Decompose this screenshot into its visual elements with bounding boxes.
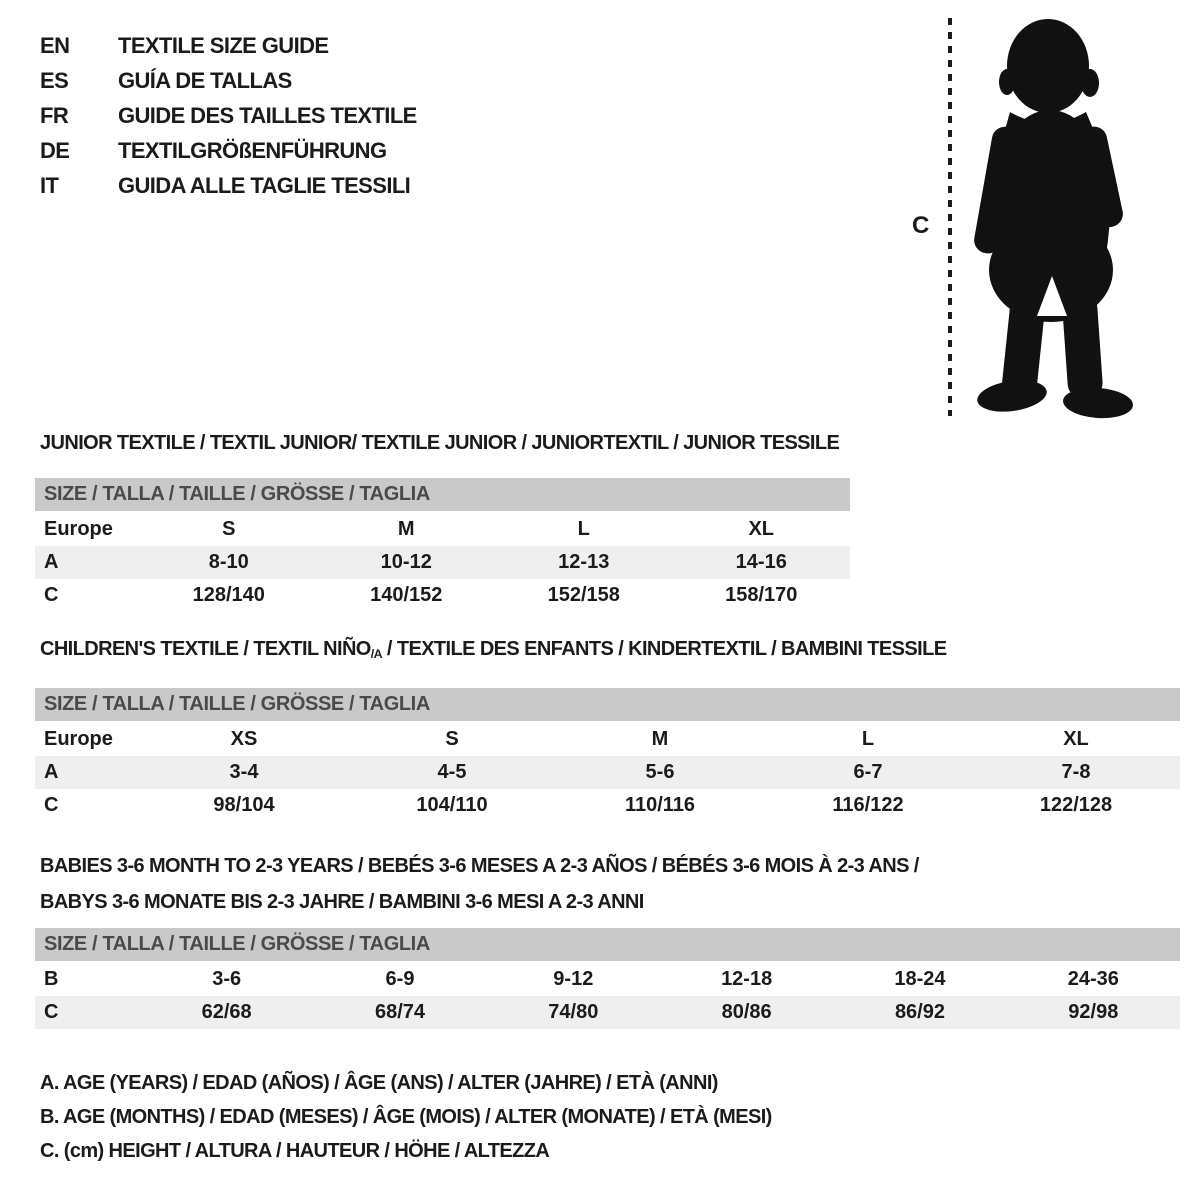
language-label: GUIDE DES TAILLES TEXTILE <box>118 103 417 128</box>
row-label: C <box>44 794 59 816</box>
table-cell: 9-12 <box>553 968 594 990</box>
legend-line-age-months: B. AGE (MONTHS) / EDAD (MESES) / ÂGE (MOIS) / ALTER (MONATE) / ETÀ (MESI) <box>40 1106 772 1128</box>
table-cell: 3-4 <box>229 761 259 783</box>
junior-section-title: JUNIOR TEXTILE / TEXTIL JUNIOR/ TEXTILE JUNIOR / JUNIORTEXTIL / JUNIOR TESSILE <box>40 432 840 454</box>
table-cell: 7-8 <box>1061 761 1091 783</box>
table-cell: 5-6 <box>645 761 675 783</box>
table-cell: XL <box>1063 728 1089 750</box>
table-cell: 8-10 <box>208 551 249 573</box>
table-cell: S <box>445 728 459 750</box>
language-row-it <box>40 168 417 203</box>
table-cell: 3-6 <box>212 968 242 990</box>
table-cell: M <box>651 728 669 750</box>
table-cell: L <box>861 728 875 750</box>
table-cell: 6-7 <box>853 761 883 783</box>
table-cell: 122/128 <box>1039 794 1113 816</box>
children-title-suffix: / TEXTILE DES ENFANTS / KINDERTEXTIL / BAMBINI TESSILE <box>381 638 947 660</box>
table-cell: 92/98 <box>1068 1001 1119 1023</box>
table-cell: 110/116 <box>624 794 696 816</box>
table-row-age-years <box>35 546 850 579</box>
language-code: EN <box>40 33 70 58</box>
language-row-de <box>40 133 417 168</box>
height-measure-dashed-line <box>948 18 952 416</box>
babies-title-line2: BABYS 3-6 MONATE BIS 2-3 JAHRE / BAMBINI 3-6 MESI A 2-3 ANNI <box>40 891 644 913</box>
table-cell: 104/110 <box>416 794 488 816</box>
table-cell: 98/104 <box>213 794 275 816</box>
babies-section-title <box>40 848 919 920</box>
table-cell: 74/80 <box>548 1001 599 1023</box>
children-size-table <box>35 688 1180 822</box>
toddler-silhouette-image <box>958 14 1143 420</box>
table-row-height <box>35 579 850 612</box>
table-row-height <box>35 996 1180 1029</box>
table-cell: 140/152 <box>370 584 443 606</box>
table-cell: 158/170 <box>725 584 798 606</box>
row-label: C <box>44 1001 59 1023</box>
table-row-age-years <box>35 756 1180 789</box>
babies-title-line1: BABIES 3-6 MONTH TO 2-3 YEARS / BEBÉS 3-6 MESES A 2-3 AÑOS / BÉBÉS 3-6 MOIS À 2-3 ANS / <box>40 855 919 877</box>
size-table-header: SIZE / TALLA / TAILLE / GRÖSSE / TAGLIA <box>35 478 850 511</box>
table-cell: 12-18 <box>721 968 773 990</box>
table-cell: XL <box>748 518 775 540</box>
language-code: DE <box>40 138 70 163</box>
language-label: TEXTILE SIZE GUIDE <box>118 33 329 58</box>
language-code: FR <box>40 103 69 128</box>
row-label: C <box>44 584 59 606</box>
legend-line-height: C. (cm) HEIGHT / ALTURA / HAUTEUR / HÖHE / ALTEZZA <box>40 1140 550 1162</box>
table-cell: 24-36 <box>1067 968 1119 990</box>
table-cell: 12-13 <box>558 551 610 573</box>
table-cell: M <box>397 518 415 540</box>
table-cell: 6-9 <box>385 968 415 990</box>
table-cell: 10-12 <box>380 551 432 573</box>
table-cell: L <box>577 518 590 540</box>
row-label: A <box>44 551 59 573</box>
row-label: A <box>44 761 59 783</box>
children-title-subscript: /A <box>370 647 382 662</box>
row-label: Europe <box>44 518 113 540</box>
language-list <box>40 28 417 203</box>
junior-size-table <box>35 478 850 612</box>
table-row-europe <box>35 513 850 546</box>
table-cell: 128/140 <box>192 584 265 606</box>
legend-line-age-years: A. AGE (YEARS) / EDAD (AÑOS) / ÂGE (ANS) / ALTER (JAHRE) / ETÀ (ANNI) <box>40 1072 718 1094</box>
children-title-prefix: CHILDREN'S TEXTILE / TEXTIL NIÑO <box>40 638 371 660</box>
table-cell: 68/74 <box>374 1001 426 1023</box>
language-row-en <box>40 28 417 63</box>
language-row-fr <box>40 98 417 133</box>
size-table-header: SIZE / TALLA / TAILLE / GRÖSSE / TAGLIA <box>35 688 1180 721</box>
language-code: ES <box>40 68 69 93</box>
table-cell: XS <box>230 728 258 750</box>
table-row-age-months <box>35 963 1180 996</box>
language-label: TEXTILGRÖßENFÜHRUNG <box>118 138 387 163</box>
babies-size-table <box>35 928 1180 1029</box>
language-row-es <box>40 63 417 98</box>
children-section-title <box>40 638 946 661</box>
table-cell: 4-5 <box>437 761 467 783</box>
table-cell: 14-16 <box>735 551 787 573</box>
row-label: Europe <box>44 728 113 750</box>
table-cell: 62/68 <box>201 1001 252 1023</box>
table-row-europe <box>35 723 1180 756</box>
language-label: GUIDA ALLE TAGLIE TESSILI <box>118 173 411 198</box>
row-label: B <box>44 968 59 990</box>
table-cell: S <box>222 518 236 540</box>
table-row-height <box>35 789 1180 822</box>
table-cell: 18-24 <box>894 968 946 990</box>
language-label: GUÍA DE TALLAS <box>118 68 292 93</box>
table-cell: 86/92 <box>894 1001 945 1023</box>
size-table-header: SIZE / TALLA / TAILLE / GRÖSSE / TAGLIA <box>35 928 1180 961</box>
table-cell: 152/158 <box>547 584 620 606</box>
legend <box>40 1066 772 1168</box>
language-code: IT <box>40 173 59 198</box>
table-cell: 80/86 <box>721 1001 772 1023</box>
table-cell: 116/122 <box>832 794 904 816</box>
height-measure-label: C <box>912 212 930 239</box>
